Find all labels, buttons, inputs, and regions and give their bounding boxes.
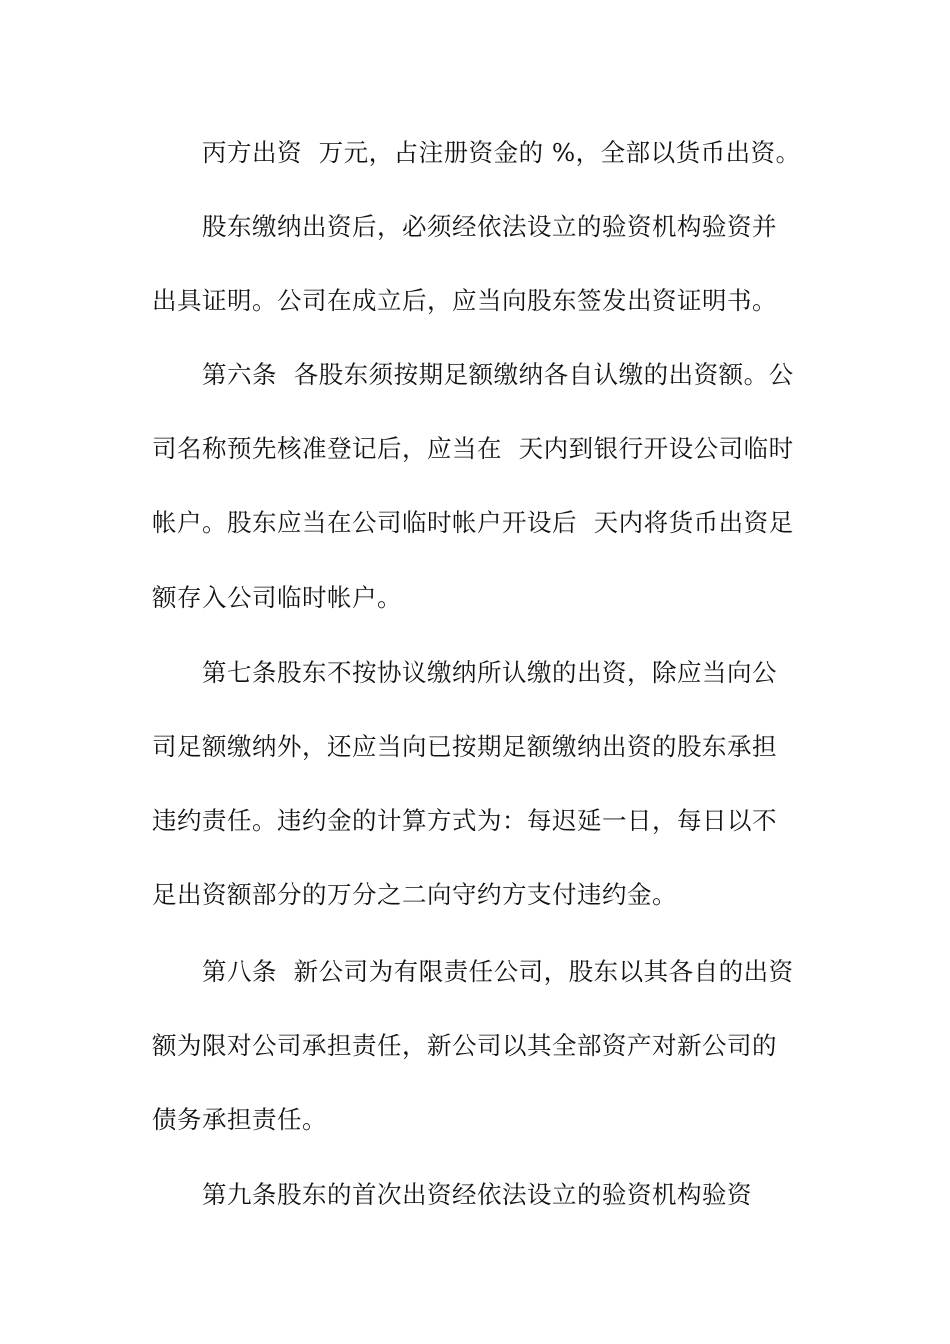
paragraph-line: 司足额缴纳外，还应当向已按期足额缴纳出资的股东承担 (152, 732, 777, 761)
paragraph-line: 帐户。股东应当在公司临时帐户开设后 天内将货币出资足 (152, 508, 794, 537)
paragraph-line: 第九条股东的首次出资经依法设立的验资机构验资 (202, 1180, 752, 1209)
paragraph-line: 出具证明。公司在成立后，应当向股东签发出资证明书。 (152, 286, 777, 315)
paragraph-line: 股东缴纳出资后，必须经依法设立的验资机构验资并 (202, 212, 777, 241)
paragraph-line: 足出资额部分的万分之二向守约方支付违约金。 (152, 880, 677, 909)
paragraph-line: 第八条 新公司为有限责任公司，股东以其各自的出资 (202, 957, 794, 986)
paragraph-line: 丙方出资 万元，占注册资金的 %，全部以货币出资。 (202, 138, 801, 167)
paragraph-line: 第六条 各股东须按期足额缴纳各自认缴的出资额。公 (202, 360, 794, 389)
paragraph-line: 违约责任。违约金的计算方式为：每迟延一日，每日以不 (152, 806, 777, 835)
paragraph-line: 额存入公司临时帐户。 (152, 583, 402, 612)
paragraph-line: 债务承担责任。 (152, 1105, 327, 1134)
paragraph-line: 额为限对公司承担责任，新公司以其全部资产对新公司的 (152, 1031, 777, 1060)
paragraph-line: 第七条股东不按协议缴纳所认缴的出资，除应当向公 (202, 658, 777, 687)
paragraph-line: 司名称预先核准登记后，应当在 天内到银行开设公司临时 (152, 434, 794, 463)
